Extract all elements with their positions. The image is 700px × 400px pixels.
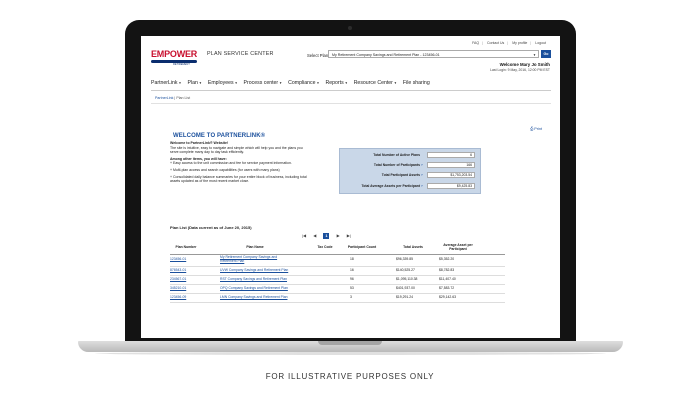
printer-icon: ⎙ <box>530 127 534 131</box>
average-asset-cell: $5,352.20 <box>439 257 455 261</box>
participant-count-cell: 18 <box>350 257 354 261</box>
stat-value: 6 <box>427 152 475 158</box>
select-plan-label: Select Plan <box>307 53 329 58</box>
stat-row <box>340 171 482 179</box>
nav-compliance[interactable]: Compliance▼ <box>288 80 320 86</box>
stat-value: $1,753,203.54 <box>427 172 475 178</box>
caret-down-icon: ▼ <box>198 81 202 85</box>
next-page-icon[interactable]: ▶ <box>336 233 340 238</box>
nav-divider <box>151 90 551 91</box>
plan-number-link[interactable]: 876543-01 <box>170 268 187 272</box>
total-assets-cell: $19,291.24 <box>396 295 413 299</box>
intro-lead-text: The site is intuitive, easy to navigate and simple which will help you and the plans you serve complete many day to day task efficiently. <box>170 145 303 155</box>
plan-list-title: Plan List (Data current as of June 20, 2015) <box>170 225 252 230</box>
breadcrumb <box>155 96 190 100</box>
plan-name-link[interactable]: UVW Company Savings and Retirement Plan <box>220 268 289 272</box>
logo-subtitle: RETIREMENT <box>173 63 190 66</box>
stat-label: Total Number of Active Plans <box>373 153 420 157</box>
participant-count-cell: 3 <box>350 295 352 299</box>
first-page-icon[interactable]: |◀ <box>302 233 307 238</box>
plan-number-link[interactable]: 345210-01 <box>170 286 187 290</box>
plan-number-link[interactable]: 123456-09 <box>170 295 187 299</box>
nav-process-center[interactable]: Process center▼ <box>243 80 283 86</box>
breadcrumb-current: Plan List <box>176 96 191 100</box>
caret-down-icon: ▼ <box>178 81 182 85</box>
table-row <box>170 276 505 285</box>
stats-summary-panel <box>339 148 481 194</box>
column-header[interactable]: Average Asset per Participant <box>443 243 473 251</box>
plan-number-link[interactable]: 123456-01 <box>170 257 187 261</box>
current-page[interactable]: 1 <box>325 233 328 238</box>
average-asset-cell: $29,142.63 <box>439 295 456 299</box>
total-assets-cell: $96,339.85 <box>396 257 413 261</box>
laptop-notch <box>318 341 382 345</box>
table-row <box>170 267 505 276</box>
disclaimer-caption: FOR ILLUSTRATIVE PURPOSES ONLY <box>265 372 435 381</box>
intro-bullet: + Multi-plan access and search capabilities (for users with many plans) <box>170 167 280 172</box>
intro-bullet: + Easy access to the unit commission and fee for service payment information. <box>170 161 292 166</box>
nav-employees[interactable]: Employees▼ <box>207 80 238 86</box>
stat-row <box>340 161 482 169</box>
select-plan-dropdown[interactable] <box>328 50 539 58</box>
logout-link[interactable]: Logout <box>535 41 546 45</box>
faq-link[interactable]: FAQ <box>472 41 480 45</box>
top-links: FAQ | Contact Us | My profile | Logout <box>472 41 546 45</box>
stat-label: Total Number of Participants <box>373 163 420 167</box>
intro-items-heading: Among other items, you will have: <box>170 156 227 161</box>
breadcrumb-partnerlink[interactable]: PartnerLink <box>155 96 174 100</box>
plan-list-table <box>170 244 505 303</box>
column-header[interactable]: Tax Code <box>317 245 333 249</box>
print-button[interactable]: ⎙ Print <box>530 127 542 131</box>
laptop-lid <box>125 20 576 343</box>
help-icon[interactable]: ? <box>421 173 423 177</box>
caret-down-icon: ▼ <box>279 81 283 85</box>
breadcrumb-divider <box>151 103 551 104</box>
help-icon[interactable]: ? <box>421 184 423 188</box>
column-header[interactable]: Plan Name <box>246 245 264 249</box>
laptop-screen <box>141 36 560 338</box>
column-header[interactable]: Participant Count <box>347 245 377 249</box>
last-login: Last Login: 9 May, 2016, 12:00 PM EST <box>490 68 550 72</box>
average-asset-cell: $7,583.72 <box>439 286 455 290</box>
help-icon[interactable]: ? <box>421 163 423 167</box>
app-title: PLAN SERVICE CENTER <box>207 51 274 57</box>
plan-name-link[interactable]: LMN Company Savings and Retirement Plan <box>220 295 288 299</box>
nav-file-sharing[interactable]: File sharing <box>402 80 430 86</box>
laptop-shadow <box>95 352 606 355</box>
plan-name-link[interactable]: My Retirement Company Savings and Retirement Plan <box>220 255 278 263</box>
nav-reports[interactable]: Reports▼ <box>325 80 348 86</box>
average-asset-cell: $11,407.40 <box>439 277 456 281</box>
table-row <box>170 255 505 267</box>
empower-logo[interactable] <box>151 49 197 66</box>
caret-down-icon: ▼ <box>316 81 320 85</box>
table-row <box>170 285 505 294</box>
stat-row <box>340 182 482 190</box>
participant-count-cell: 96 <box>350 277 354 281</box>
nav-partnerlink[interactable]: PartnerLink▼ <box>151 80 182 86</box>
welcome-title: WELCOME TO PARTNERLINK® <box>173 133 266 139</box>
caret-down-icon: ▼ <box>344 81 348 85</box>
total-assets-cell: $401,937.00 <box>396 286 415 290</box>
camera <box>348 26 352 30</box>
participant-count-cell: 53 <box>350 286 354 290</box>
main-nav <box>151 80 551 89</box>
participant-count-cell: 16 <box>350 268 354 272</box>
nav-resource-center[interactable]: Resource Center▼ <box>353 80 397 86</box>
selected-plan-value: My Retirement Company Savings and Retirement Plan - 123456-01 <box>332 53 440 57</box>
column-header[interactable]: Plan Number <box>175 245 197 249</box>
logo-wordmark: EMPOWER <box>151 49 198 59</box>
welcome-intro <box>170 141 310 186</box>
caret-down-icon: ▼ <box>393 81 397 85</box>
plan-name-link[interactable]: RST Company Savings and Retirement Plan <box>220 277 288 281</box>
intro-bullet: + Consolidated daily balance summaries for your entire block of business, including total assets updated as of the most recent market close. <box>170 174 307 184</box>
average-asset-cell: $8,782.83 <box>439 268 455 272</box>
my-profile-link[interactable]: My profile <box>512 41 528 45</box>
column-header[interactable]: Total Assets <box>403 245 423 249</box>
welcome-user: Welcome Mary Jo Smith <box>499 62 550 67</box>
prev-page-icon[interactable]: ◀ <box>313 233 317 238</box>
total-assets-cell: $1,095,110.38 <box>396 277 418 281</box>
intro-lead: Welcome to PartnerLink® Website! <box>170 141 229 145</box>
go-button[interactable]: Go <box>541 50 551 58</box>
caret-down-icon: ▼ <box>234 81 238 85</box>
last-page-icon[interactable]: ▶| <box>346 233 351 238</box>
total-assets-cell: $140,525.27 <box>396 268 415 272</box>
table-row <box>170 294 505 303</box>
nav-plan[interactable]: Plan▼ <box>187 80 202 86</box>
stat-value: 166 <box>427 162 475 168</box>
chevron-down-icon: ▼ <box>533 53 536 57</box>
plan-name-link[interactable]: OPQ Company Savings and Retirement Plan <box>220 286 288 290</box>
stat-value: $9,425.83 <box>427 183 475 189</box>
stat-label: Total Average Assets per Participant <box>361 184 420 188</box>
table-header <box>170 244 505 255</box>
plan-number-link[interactable]: 234567-01 <box>170 277 187 281</box>
stat-label: Total Participant Assets <box>381 173 420 177</box>
contact-us-link[interactable]: Contact Us <box>486 41 505 45</box>
stat-row <box>340 151 482 159</box>
breadcrumb-separator: | <box>174 96 176 100</box>
pagination <box>299 233 354 239</box>
